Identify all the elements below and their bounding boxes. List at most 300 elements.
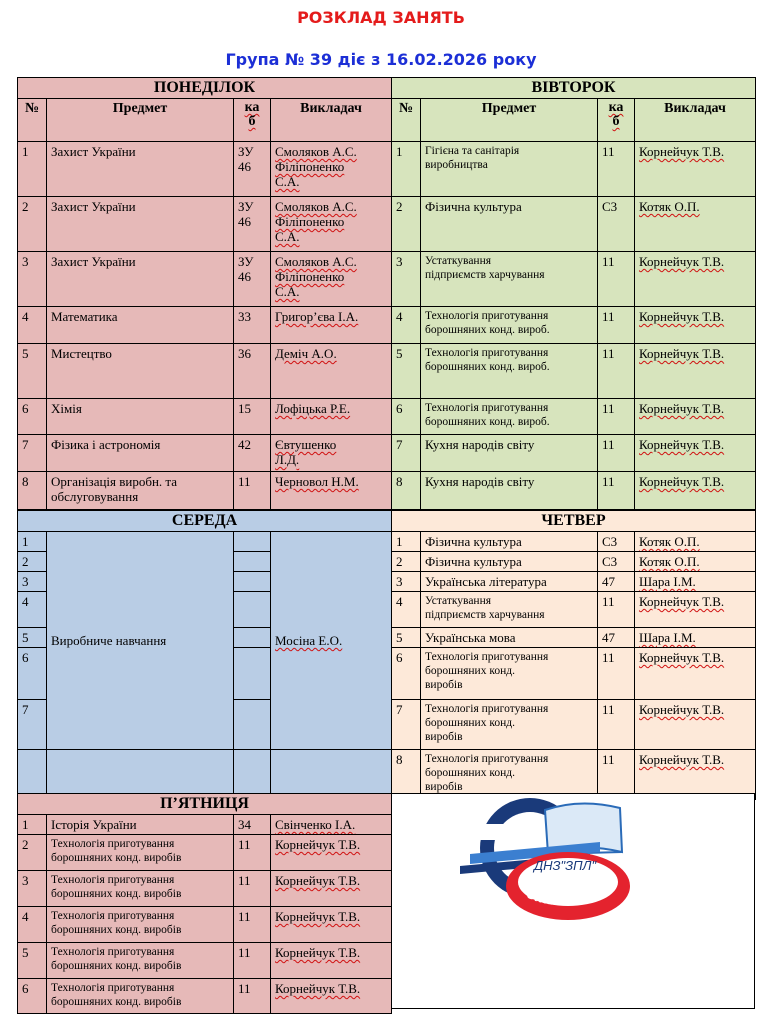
room-cell — [234, 907, 271, 943]
subject-cell — [421, 142, 598, 197]
table-row — [392, 197, 756, 252]
table-row — [392, 700, 756, 750]
subject-cell — [47, 943, 234, 979]
lesson-number — [18, 979, 47, 1014]
subject-cell-text: Організація виробн. та обслуговування — [51, 474, 178, 504]
room-cell — [234, 648, 271, 700]
room-cell — [598, 472, 635, 510]
lesson-number — [18, 307, 47, 344]
room-cell-text: 11 — [238, 909, 251, 924]
lesson-number-text: 2 — [396, 199, 403, 214]
subject-cell-text: Фізична культура — [425, 554, 522, 569]
subject-cell-text: Технологія приготування борошняних конд. виробів — [425, 651, 549, 691]
lesson-number-text: 5 — [22, 346, 29, 361]
subject-cell-text: Кухня народів світу — [425, 437, 535, 452]
table-row — [392, 648, 756, 700]
lesson-number — [392, 252, 421, 307]
teacher-cell-text: Корнейчук Т.В. — [275, 945, 361, 960]
teacher-cell — [271, 252, 392, 307]
teacher-cell-text: Євтушенко Л.Д. — [275, 437, 337, 467]
room-cell-text: 11 — [602, 474, 615, 489]
room-cell — [598, 399, 635, 435]
subject-cell — [47, 197, 234, 252]
room-cell — [598, 552, 635, 572]
room-cell — [598, 252, 635, 307]
room-cell — [598, 628, 635, 648]
lesson-number-text: 4 — [22, 909, 29, 924]
teacher-cell — [635, 750, 756, 800]
subject-cell — [421, 552, 598, 572]
tuesday-heading: ВІВТОРОК — [392, 78, 756, 99]
lesson-number — [18, 142, 47, 197]
room-cell-text: 11 — [602, 752, 615, 767]
lesson-number-text: 3 — [396, 574, 403, 589]
table-row — [18, 472, 392, 510]
teacher-cell — [271, 979, 392, 1014]
room-cell — [598, 532, 635, 552]
room-cell-text: 11 — [602, 254, 615, 269]
subject-cell — [421, 572, 598, 592]
room-cell-text: 11 — [238, 837, 251, 852]
teacher-cell — [271, 835, 392, 871]
lesson-number-text: 1 — [396, 534, 403, 549]
subject-cell — [421, 648, 598, 700]
subject-cell-text: Історія України — [51, 817, 137, 832]
table-row — [18, 979, 392, 1014]
room-cell-text: 47 — [602, 574, 615, 589]
col-subject: Предмет — [47, 99, 234, 142]
room-cell-text: 11 — [238, 873, 251, 888]
room-cell — [234, 252, 271, 307]
lesson-number-text: 4 — [22, 309, 29, 324]
lesson-number-text: 3 — [22, 873, 29, 888]
subject-cell — [421, 307, 598, 344]
subject-cell — [47, 979, 234, 1014]
teacher-cell-text: Свінченко І.А. — [275, 817, 356, 832]
room-cell — [234, 835, 271, 871]
subject-cell — [421, 592, 598, 628]
empty-cell — [18, 750, 47, 800]
lesson-number-text: 4 — [396, 594, 403, 609]
table-row — [392, 399, 756, 435]
table-row — [392, 252, 756, 307]
subject-cell — [47, 815, 234, 835]
room-cell — [234, 572, 271, 592]
lesson-number — [18, 907, 47, 943]
subject-cell — [421, 197, 598, 252]
room-cell — [234, 532, 271, 552]
thursday-table — [391, 510, 756, 800]
lesson-number — [18, 472, 47, 510]
subject-cell — [421, 399, 598, 435]
lesson-number — [18, 399, 47, 435]
lesson-number — [18, 435, 47, 472]
subject-cell-text: Технологія приготування борошняних конд. вироб. — [425, 402, 550, 428]
room-cell — [234, 142, 271, 197]
subject-cell — [47, 907, 234, 943]
teacher-cell — [635, 344, 756, 399]
teacher-cell — [271, 307, 392, 344]
teacher-cell-text: Корнейчук Т.В. — [639, 401, 725, 416]
subject-cell-text: Технологія приготування борошняних конд. вироб. — [425, 310, 550, 336]
teacher-cell-text: Корнейчук Т.В. — [639, 650, 725, 665]
monday-rows — [18, 142, 392, 510]
teacher-cell-text: Смоляков А.С. Філіпоненко С.А. — [275, 254, 357, 299]
col-room: ка б — [234, 99, 271, 142]
table-row — [392, 628, 756, 648]
subject-cell — [47, 835, 234, 871]
subject-cell-text: Фізична культура — [425, 534, 522, 549]
room-cell-text: 11 — [238, 474, 251, 489]
subject-cell-text: Математика — [51, 309, 118, 324]
subject-cell — [47, 252, 234, 307]
teacher-cell — [271, 815, 392, 835]
teacher-cell — [635, 307, 756, 344]
lesson-number-text: 7 — [396, 437, 403, 452]
teacher-cell-text: Корнейчук Т.В. — [639, 437, 725, 452]
subject-cell-text: Технологія приготування борошняних конд. виробів — [425, 753, 549, 793]
subject-cell — [47, 307, 234, 344]
table-row — [18, 252, 392, 307]
lesson-number: 6 — [18, 648, 47, 700]
table-row — [18, 399, 392, 435]
room-cell — [234, 592, 271, 628]
room-cell — [234, 700, 271, 750]
lesson-number — [18, 344, 47, 399]
subject-cell-text: Технологія приготування борошняних конд. вироб. — [425, 347, 550, 373]
subject-cell — [47, 472, 234, 510]
teacher-cell — [635, 197, 756, 252]
teacher-cell-text: Деміч А.О. — [275, 346, 337, 361]
wednesday-subject: Виробниче навчання — [47, 532, 234, 750]
lesson-number-text: 2 — [22, 837, 29, 852]
table-row — [392, 435, 756, 472]
lesson-number: 5 — [18, 628, 47, 648]
teacher-cell — [271, 472, 392, 510]
subject-cell-text: Технологія приготування борошняних конд. виробів — [51, 838, 182, 864]
table-row — [392, 307, 756, 344]
subject-cell-text: Фізика і астрономія — [51, 437, 161, 452]
logo-city-text: Знам’янка — [524, 885, 597, 909]
lesson-number-text: 3 — [396, 254, 403, 269]
room-cell-text: 36 — [238, 346, 251, 361]
teacher-cell — [635, 700, 756, 750]
teacher-cell-text: Черновол Н.М. — [275, 474, 359, 489]
table-row — [18, 197, 392, 252]
lesson-number-text: 1 — [22, 144, 29, 159]
teacher-cell-text: Корнейчук Т.В. — [639, 474, 725, 489]
lesson-number-text: 2 — [22, 199, 29, 214]
subject-cell-text: Українська література — [425, 574, 547, 589]
monday-heading: ПОНЕДІЛОК — [18, 78, 392, 99]
room-cell — [234, 472, 271, 510]
subject-cell-text: Устаткування підприємств харчування — [425, 595, 545, 621]
lesson-number-text: 6 — [22, 981, 29, 996]
lesson-number-text: 7 — [396, 702, 403, 717]
room-cell — [234, 399, 271, 435]
monday-table — [17, 77, 392, 510]
subject-cell — [421, 700, 598, 750]
lesson-number — [392, 700, 421, 750]
lesson-number-text: 7 — [22, 437, 29, 452]
room-cell — [598, 592, 635, 628]
room-cell-text: С3 — [602, 554, 618, 569]
room-cell — [234, 815, 271, 835]
subject-cell — [421, 435, 598, 472]
room-cell-text: ЗУ 46 — [238, 144, 254, 174]
teacher-cell-text: Шара І.М. — [639, 574, 696, 589]
col-num: № — [392, 99, 421, 142]
col-num: № — [18, 99, 47, 142]
lesson-number-text: 5 — [396, 630, 403, 645]
teacher-cell — [635, 142, 756, 197]
lesson-number — [392, 592, 421, 628]
page-title: РОЗКЛАД ЗАНЯТЬ — [297, 8, 465, 27]
room-cell-text: ЗУ 46 — [238, 254, 254, 284]
col-subject: Предмет — [421, 99, 598, 142]
school-logo — [450, 790, 650, 930]
teacher-cell — [635, 472, 756, 510]
table-row — [18, 907, 392, 943]
room-cell — [234, 871, 271, 907]
room-cell-text: 34 — [238, 817, 251, 832]
room-cell — [234, 307, 271, 344]
room-cell — [234, 979, 271, 1014]
lesson-number: 7 — [18, 700, 47, 750]
teacher-cell — [635, 552, 756, 572]
room-cell-text: 15 — [238, 401, 251, 416]
table-row — [18, 835, 392, 871]
friday-rows — [18, 815, 392, 1014]
room-cell-text: 11 — [602, 309, 615, 324]
wednesday-heading: СЕРЕДА — [18, 511, 392, 532]
teacher-cell — [635, 592, 756, 628]
teacher-cell-text: Корнейчук Т.В. — [275, 873, 361, 888]
room-cell — [234, 552, 271, 572]
teacher-cell — [271, 943, 392, 979]
lesson-number-text: 1 — [396, 144, 403, 159]
subject-cell-text: Технологія приготування борошняних конд. виробів — [51, 946, 182, 972]
teacher-cell-text: Лофіцька Р.Е. — [275, 401, 351, 416]
teacher-cell-text: Корнейчук Т.В. — [639, 309, 725, 324]
lesson-number — [392, 628, 421, 648]
teacher-cell-text: Смоляков А.С. Філіпоненко С.А. — [275, 199, 357, 244]
empty-cell — [271, 750, 392, 800]
room-cell-text: 11 — [238, 945, 251, 960]
subject-cell-text: Захист України — [51, 144, 136, 159]
teacher-cell-text: Котяк О.П. — [639, 534, 700, 549]
empty-cell — [234, 750, 271, 800]
col-room: ка б — [598, 99, 635, 142]
teacher-cell — [635, 435, 756, 472]
room-cell — [598, 700, 635, 750]
teacher-cell-text: Корнейчук Т.В. — [275, 981, 361, 996]
lesson-number-text: 6 — [22, 401, 29, 416]
table-row — [392, 592, 756, 628]
subject-cell-text: Фізична культура — [425, 199, 522, 214]
teacher-cell — [271, 399, 392, 435]
room-cell — [234, 628, 271, 648]
lesson-number-text: 5 — [22, 945, 29, 960]
teacher-cell — [271, 871, 392, 907]
lesson-number-text: 1 — [22, 817, 29, 832]
teacher-cell — [271, 142, 392, 197]
lesson-number-text: 6 — [396, 650, 403, 665]
room-cell — [598, 435, 635, 472]
lesson-number — [392, 435, 421, 472]
room-cell — [234, 344, 271, 399]
teacher-cell — [635, 572, 756, 592]
teacher-cell-text: Корнейчук Т.В. — [639, 752, 725, 767]
lesson-number-text: 8 — [22, 474, 29, 489]
subject-cell-text: Технологія приготування борошняних конд. виробів — [425, 703, 549, 743]
room-cell-text: 11 — [602, 594, 615, 609]
room-cell-text: 11 — [602, 346, 615, 361]
room-cell-text: С3 — [602, 199, 618, 214]
teacher-cell-text: Смоляков А.С. Філіпоненко С.А. — [275, 144, 357, 189]
lesson-number — [18, 835, 47, 871]
friday-table — [17, 793, 392, 1014]
lesson-number-text: 3 — [22, 254, 29, 269]
teacher-cell — [271, 197, 392, 252]
table-row — [18, 344, 392, 399]
lesson-number — [18, 197, 47, 252]
lesson-number — [18, 252, 47, 307]
room-cell-text: 11 — [602, 144, 615, 159]
room-cell-text: 11 — [602, 401, 615, 416]
teacher-cell-text: Котяк О.П. — [639, 199, 700, 214]
subject-cell-text: Устаткування підприємств харчування — [425, 255, 545, 281]
lesson-number — [392, 572, 421, 592]
lesson-number-text: 6 — [396, 401, 403, 416]
lesson-number-text: 8 — [396, 474, 403, 489]
table-row — [392, 552, 756, 572]
teacher-cell — [635, 648, 756, 700]
lesson-number — [392, 307, 421, 344]
room-cell — [598, 142, 635, 197]
subject-cell — [421, 344, 598, 399]
teacher-cell-text: Корнейчук Т.В. — [639, 254, 725, 269]
room-cell — [234, 435, 271, 472]
subject-cell-text: Кухня народів світу — [425, 474, 535, 489]
room-cell-text: 11 — [602, 650, 615, 665]
teacher-cell-text: Григор’єва І.А. — [275, 309, 359, 324]
subject-cell — [47, 871, 234, 907]
table-row — [18, 943, 392, 979]
room-cell-text: 33 — [238, 309, 251, 324]
table-row — [392, 572, 756, 592]
table-row — [18, 142, 392, 197]
lesson-number: 3 — [18, 572, 47, 592]
subject-cell — [421, 628, 598, 648]
lesson-number — [392, 399, 421, 435]
teacher-cell — [271, 344, 392, 399]
subject-cell-text: Технологія приготування борошняних конд. виробів — [51, 982, 182, 1008]
subject-cell-text: Мистецтво — [51, 346, 112, 361]
room-cell-text: 47 — [602, 630, 615, 645]
teacher-cell-text: Корнейчук Т.В. — [639, 144, 725, 159]
subject-cell-text: Українська мова — [425, 630, 516, 645]
room-cell — [598, 307, 635, 344]
teacher-cell — [271, 435, 392, 472]
lesson-number: 1 — [18, 532, 47, 552]
teacher-cell-text: Корнейчук Т.В. — [639, 594, 725, 609]
room-cell-text: 42 — [238, 437, 251, 452]
room-cell — [234, 943, 271, 979]
tuesday-table — [391, 77, 756, 510]
lesson-number: 4 — [18, 592, 47, 628]
teacher-cell — [635, 399, 756, 435]
lesson-number-text: 5 — [396, 346, 403, 361]
subject-cell — [421, 472, 598, 510]
teacher-cell-text: Корнейчук Т.В. — [639, 346, 725, 361]
col-teacher: Викладач — [271, 99, 392, 142]
teacher-cell-text: Шара І.М. — [639, 630, 696, 645]
lesson-number-text: 8 — [396, 752, 403, 767]
lesson-number — [18, 943, 47, 979]
room-cell — [598, 572, 635, 592]
teacher-cell-text: Котяк О.П. — [639, 554, 700, 569]
tuesday-rows — [392, 142, 756, 510]
subject-cell-text: Хімія — [51, 401, 82, 416]
wednesday-teacher — [271, 532, 392, 750]
subject-cell-text: Технологія приготування борошняних конд. виробів — [51, 910, 182, 936]
logo-abbr: ДНЗ"ЗПЛ" — [534, 858, 597, 873]
subject-cell — [47, 344, 234, 399]
table-row — [18, 815, 392, 835]
room-cell-text: 11 — [238, 981, 251, 996]
friday-heading: П’ЯТНИЦЯ — [18, 794, 392, 815]
teacher-cell — [635, 628, 756, 648]
teacher-name: Мосіна Е.О. — [275, 633, 343, 648]
teacher-cell — [635, 532, 756, 552]
subject-cell — [47, 142, 234, 197]
subject-cell — [47, 435, 234, 472]
lesson-number — [392, 472, 421, 510]
lesson-number-text: 4 — [396, 309, 403, 324]
lesson-number — [392, 552, 421, 572]
room-cell-text: 11 — [602, 437, 615, 452]
wednesday-table — [17, 510, 392, 800]
table-row — [18, 871, 392, 907]
table-row — [392, 472, 756, 510]
lesson-number-text: 2 — [396, 554, 403, 569]
table-row — [392, 142, 756, 197]
teacher-cell-text: Корнейчук Т.В. — [275, 909, 361, 924]
teacher-cell — [635, 252, 756, 307]
subject-cell — [421, 252, 598, 307]
table-row — [392, 344, 756, 399]
table-row — [18, 435, 392, 472]
lesson-number — [18, 871, 47, 907]
subject-cell-text: Захист України — [51, 199, 136, 214]
empty-cell — [47, 750, 234, 800]
room-cell — [598, 344, 635, 399]
col-teacher: Викладач — [635, 99, 756, 142]
table-row — [392, 532, 756, 552]
subject-cell — [421, 532, 598, 552]
teacher-cell — [271, 907, 392, 943]
room-cell — [234, 197, 271, 252]
thursday-heading: ЧЕТВЕР — [392, 511, 756, 532]
room-cell-text: С3 — [602, 534, 618, 549]
lesson-number — [392, 532, 421, 552]
subject-cell — [47, 399, 234, 435]
subject-cell-text: Захист України — [51, 254, 136, 269]
room-cell — [598, 648, 635, 700]
lesson-number — [392, 648, 421, 700]
room-cell-text: ЗУ 46 — [238, 199, 254, 229]
